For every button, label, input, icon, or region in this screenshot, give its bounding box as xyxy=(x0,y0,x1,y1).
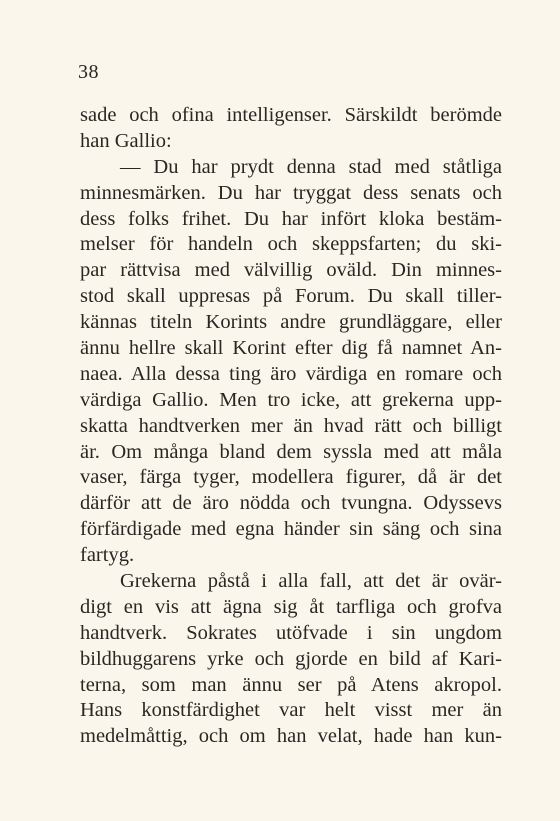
text-line: terna, som man ännu ser på Atens akropol. xyxy=(80,673,502,696)
text-line: fartyg. xyxy=(80,544,135,567)
text-line: vaser, färga tyger, modellera figurer, då är det xyxy=(80,466,502,489)
body-text xyxy=(80,103,502,750)
text-line: han Gallio: xyxy=(80,129,172,152)
text-line: därför att de äro nödda och tvungna. Odyssevs xyxy=(80,492,502,515)
text-line: sade och ofina intelligenser. Särskildt berömde xyxy=(80,104,502,126)
text-line: Hans konstfärdighet var helt visst mer än xyxy=(80,699,502,722)
text-line: digt en vis att ägna sig åt tarfliga och grofva xyxy=(80,595,502,618)
text-line: dess folks frihet. Du har infört kloka bestäm- xyxy=(80,207,502,230)
text-line: par rättvisa med välvillig oväld. Din minnes- xyxy=(80,259,502,282)
text-line: handtverk. Sokrates utöfvade i sin ungdom xyxy=(80,621,502,644)
text-line: bildhuggarens yrke och gjorde en bild af Kari- xyxy=(80,647,502,670)
text-line: — Du har prydt denna stad med ståtliga xyxy=(120,155,502,178)
text-line: förfärdigade med egna händer sin säng och sina xyxy=(80,518,502,541)
text-line: naea. Alla dessa ting äro värdiga en romare och xyxy=(80,362,502,385)
text-line: kännas titeln Korints andre grundläggare, eller xyxy=(80,311,502,334)
text-line: skatta handtverken mer än hvad rätt och billigt xyxy=(80,414,502,437)
text-line: ännu hellre skall Korint efter dig få namnet An- xyxy=(80,337,502,360)
text-line: minnesmärken. Du har tryggat dess senats och xyxy=(80,181,502,204)
text-line: är. Om många bland dem syssla med att måla xyxy=(80,440,502,463)
text-line: stod skall uppresas på Forum. Du skall tiller- xyxy=(80,285,502,308)
text-line: värdiga Gallio. Men tro icke, att grekerna upp- xyxy=(80,388,502,411)
text-line: Grekerna påstå i alla fall, att det är ovär- xyxy=(120,570,502,593)
text-line: medelmåttig, och om han velat, hade han kun- xyxy=(80,725,502,748)
text-line: melser för handeln och skeppsfarten; du ski- xyxy=(80,233,502,256)
page-number: 38 xyxy=(78,61,99,83)
